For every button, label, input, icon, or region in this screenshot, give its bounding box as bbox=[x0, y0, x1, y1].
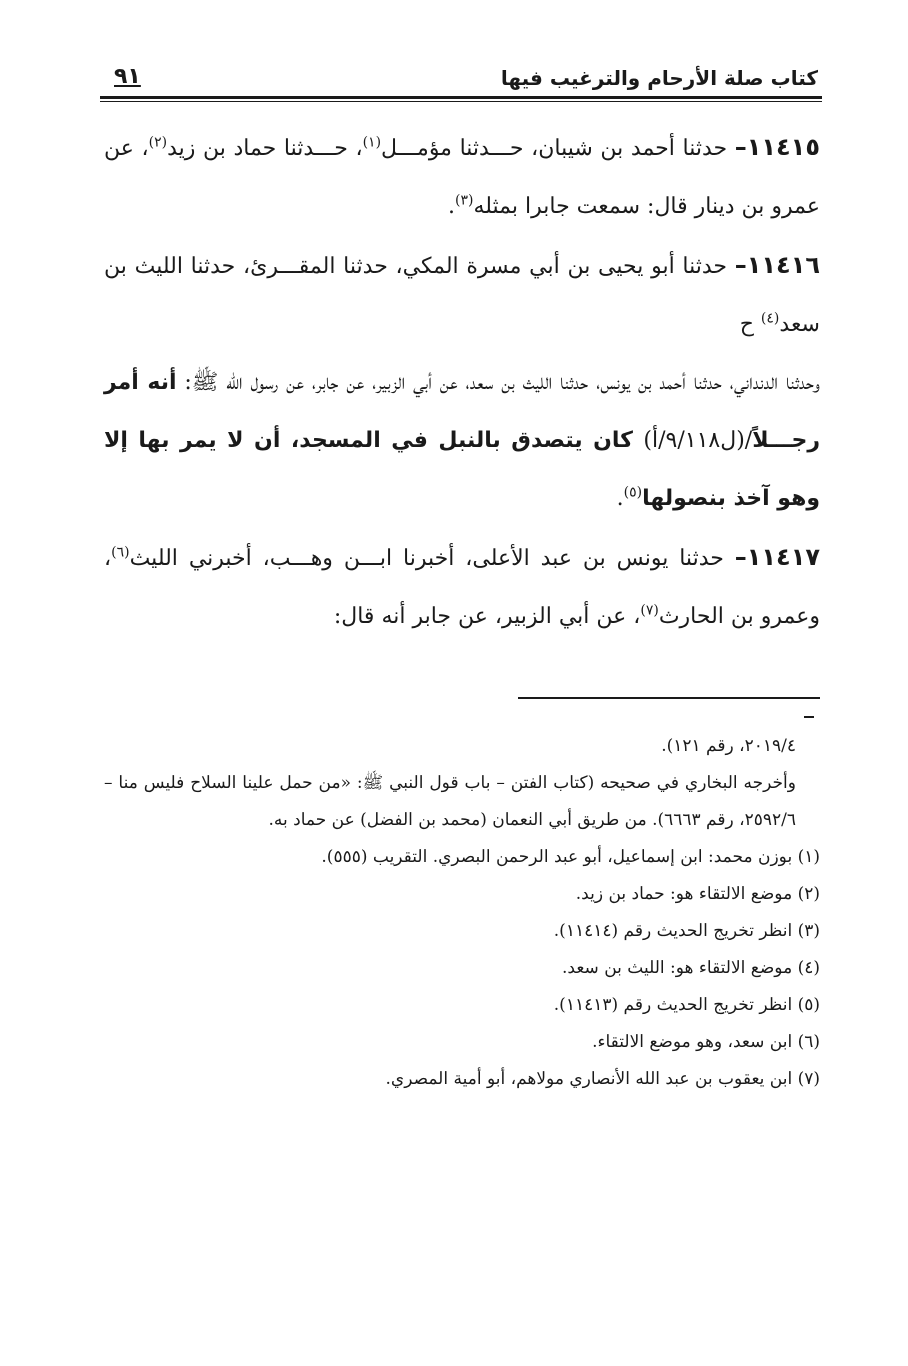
hadith-11417 bbox=[104, 528, 820, 646]
hadith-text: . bbox=[447, 194, 455, 219]
hadith-11415 bbox=[104, 118, 820, 236]
hadith-text: . bbox=[616, 486, 624, 511]
hadith-text: ح bbox=[739, 312, 761, 337]
footnote-item: (٣) انظر تخريج الحديث رقم (١١٤١٤). bbox=[553, 921, 820, 941]
footnote-item: (٦) ابن سعد، وهو موضع الالتقاء. bbox=[592, 1032, 820, 1052]
running-title: كتاب صلة الأرحام والترغيب فيها bbox=[500, 66, 818, 90]
footnote-ref: (٣) bbox=[454, 192, 474, 209]
hadith-text: ، وعمرو بن الحارث bbox=[104, 546, 820, 629]
matn-text: أنه أمر رجـــلاً bbox=[104, 370, 820, 453]
hadith-11416-continued bbox=[104, 354, 820, 528]
hadith-text: ، حـــدثنا حماد بن زيد bbox=[167, 136, 363, 161]
hadith-text: حدثنا أحمد بن شيبان، حـــدثنا مؤمـــل bbox=[381, 136, 735, 161]
footnote-item: (٥) انظر تخريج الحديث رقم (١١٤١٣). bbox=[553, 995, 820, 1015]
footnote-ref: (٢) bbox=[148, 134, 168, 151]
hadith-text: حدثنا يونس بن عبد الأعلى، أخبرنا ابـــن وهـــب، أخبرني الليث bbox=[129, 546, 735, 571]
footnote-list bbox=[104, 839, 820, 1098]
hadith-11416 bbox=[104, 236, 820, 354]
footnote-item: (٧) ابن يعقوب بن عبد الله الأنصاري مولاهم، أبو أمية المصري. bbox=[385, 1069, 820, 1089]
footnote-ref: (١) bbox=[362, 134, 382, 151]
footnote-ref: (٥) bbox=[623, 484, 643, 501]
hadith-text: ، عن أبي الزبير، عن جابر أنه قال: bbox=[333, 604, 641, 629]
hadith-number: ١١٤١٥– bbox=[734, 133, 820, 161]
footnote-continuation: ٢٠١٩/٤، رقم ١٢١). bbox=[661, 736, 796, 756]
footnotes bbox=[104, 728, 820, 1098]
footnote-item: (٢) موضع الالتقاء هو: حماد بن زيد. bbox=[575, 884, 820, 904]
main-text bbox=[104, 118, 820, 646]
hadith-number: ١١٤١٦– bbox=[734, 251, 820, 279]
footnote-continuation-mark bbox=[804, 716, 814, 718]
footnote-item: (٤) موضع الالتقاء هو: الليث بن سعد. bbox=[562, 958, 820, 978]
footnote-continuation: وأخرجه البخاري في صحيحه (كتاب الفتن – باب قول النبي ﷺ: «من حمل علينا السلاح فليس منا – ٢٥٩٢/٦، رقم ٦٦٦٣). من طريق أبي النعمان (محمد بن الفضل) عن حماد به. bbox=[104, 773, 796, 830]
footnote-ref: (٤) bbox=[760, 310, 780, 327]
matn-text: كان يتصدق بالنبل في المسجد، أن لا يمر بها إلا وهو آخذ بنصولها bbox=[104, 428, 820, 511]
footnote-item: (١) بوزن محمد: ابن إسماعيل، أبو عبد الرحمن البصري. التقريب (٥٥٥). bbox=[321, 847, 820, 867]
footnote-ref: (٦) bbox=[111, 544, 130, 561]
page-header bbox=[100, 60, 822, 96]
page-number: ٩١ bbox=[114, 64, 141, 89]
hadith-number: ١١٤١٧– bbox=[734, 543, 820, 571]
header-rule bbox=[100, 96, 822, 99]
header-rule-thin bbox=[100, 101, 822, 102]
hadith-text: ، عن عمرو بن دينار قال: سمعت جابرا بمثله bbox=[104, 136, 820, 219]
manuscript-ref: /(ل٩/١١٨/أ) bbox=[643, 428, 753, 453]
footnote-separator bbox=[518, 697, 820, 699]
footnote-ref: (٧) bbox=[640, 602, 659, 619]
hadith-text: وحدثنا الدنداني، حدثنا أحمد بن يونس، حدثنا الليث بن سعد، عن أبي الزبير، عن جابر، عن رسول الله ﷺ: bbox=[176, 370, 820, 395]
hadith-text: حدثنا أبو يحيى بن أبي مسرة المكي، حدثنا المقـــرئ، حدثنا الليث بن سعد bbox=[104, 254, 820, 337]
